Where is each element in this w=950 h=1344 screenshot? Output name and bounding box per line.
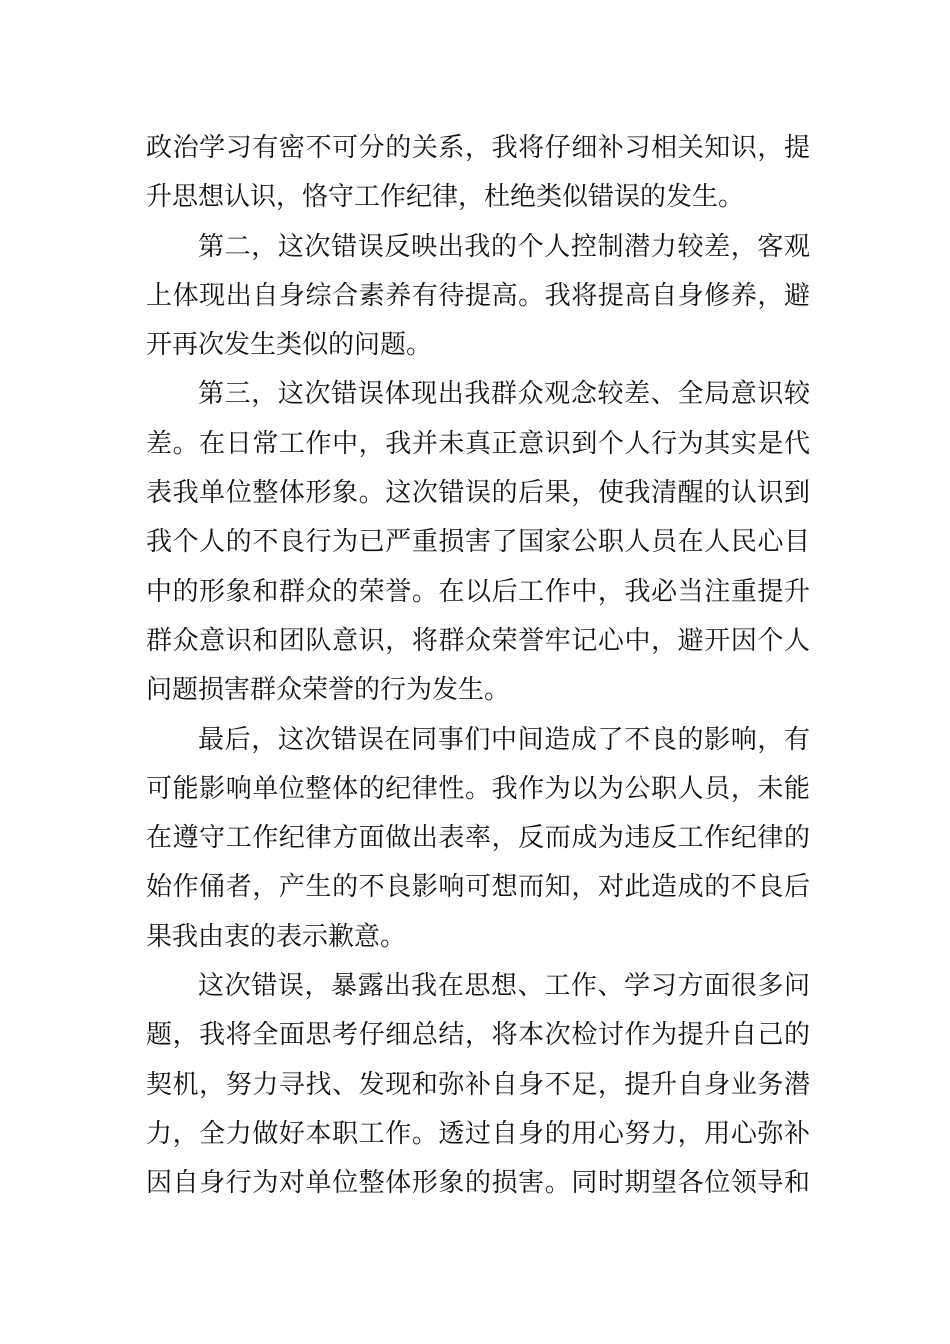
- text-line: 第三，这次错误体现出我群众观念较差、全局意识较: [198, 379, 810, 410]
- text-line: 中的形象和群众的荣誉。在以后工作中，我必当注重提升: [146, 576, 810, 607]
- text-line: 第二，这次错误反映出我的个人控制潜力较差，客观: [198, 231, 810, 262]
- text-line: 上体现出自身综合素养有待提高。我将提高自身修养，避: [146, 280, 810, 311]
- document-body: [146, 124, 810, 1209]
- text-line: 问题损害群众荣誉的行为发生。: [146, 675, 511, 706]
- text-line: 开再次发生类似的问题。: [146, 330, 433, 361]
- text-line: 题，我将全面思考仔细总结，将本次检讨作为提升自己的: [146, 1020, 810, 1051]
- text-line: 表我单位整体形象。这次错误的后果，使我清醒的认识到: [146, 478, 810, 509]
- text-line: 群众意识和团队意识，将群众荣誉牢记心中，避开因个人: [146, 625, 810, 656]
- text-line: 因自身行为对单位整体形象的损害。同时期望各位领导和: [146, 1168, 810, 1199]
- text-line: 差。在日常工作中，我并未真正意识到个人行为其实是代: [146, 428, 810, 459]
- text-line: 政治学习有密不可分的关系，我将仔细补习相关知识，提: [146, 133, 810, 163]
- text-line: 力，全力做好本职工作。透过自身的用心努力，用心弥补: [146, 1118, 810, 1149]
- text-line: 契机，努力寻找、发现和弥补自身不足，提升自身业务潜: [146, 1069, 810, 1100]
- text-line: 在遵守工作纪律方面做出表率，反而成为违反工作纪律的: [146, 823, 810, 854]
- text-line: 最后，这次错误在同事们中间造成了不良的影响，有: [198, 724, 810, 755]
- text-line: 果我由衷的表示歉意。: [146, 921, 407, 952]
- text-line: 我个人的不良行为已严重损害了国家公职人员在人民心目: [146, 527, 810, 558]
- text-line: 始作俑者，产生的不良影响可想而知，对此造成的不良后: [146, 872, 810, 903]
- text-line: 这次错误，暴露出我在思想、工作、学习方面很多问: [198, 971, 810, 1002]
- text-line: 升思想认识，恪守工作纪律，杜绝类似错误的发生。: [146, 182, 745, 213]
- text-line: 可能影响单位整体的纪律性。我作为以为公职人员，未能: [146, 773, 810, 804]
